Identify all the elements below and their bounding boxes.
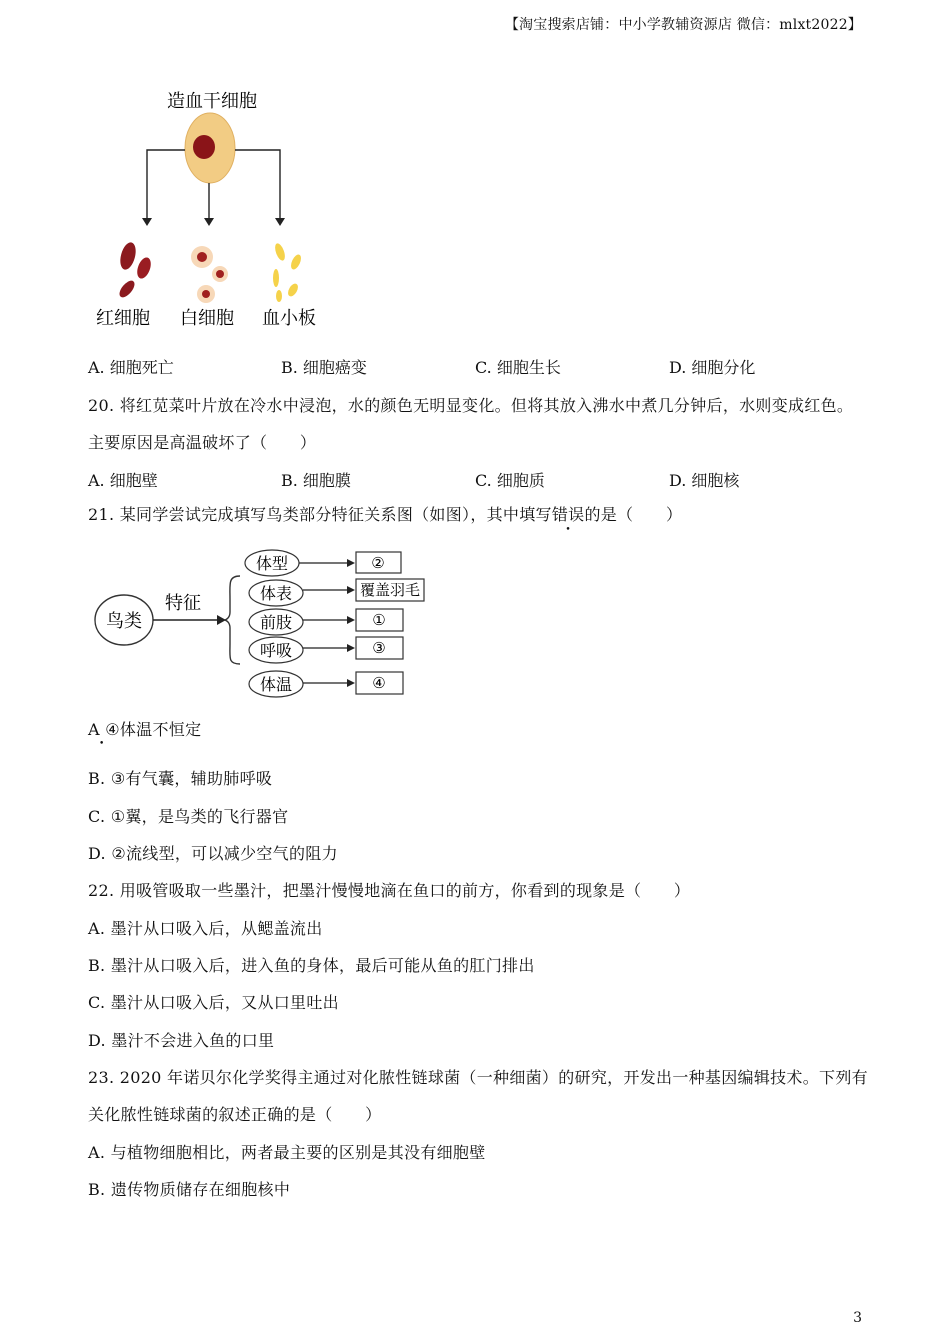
q23-option-b: B. 遗传物质储存在细胞核中	[88, 1180, 291, 1199]
q20-stem-line2: 主要原因是高温破坏了（ ）	[88, 433, 317, 452]
rbc-label: 红细胞	[96, 308, 150, 329]
svg-text:体型: 体型	[255, 554, 289, 573]
q19-option-d: D. 细胞分化	[669, 358, 756, 377]
q23-stem-line2: 关化脓性链球菌的叙述正确的是（ ）	[88, 1105, 382, 1124]
q20-stem-line1: 20. 将红苋菜叶片放在冷水中浸泡，水的颜色无明显变化。但将其放入沸水中煮几分钟后，水则变成红色。	[88, 396, 854, 415]
svg-text:覆盖羽毛: 覆盖羽毛	[359, 581, 421, 599]
feature-row-body-shape	[245, 550, 401, 576]
bird-root-label: 鸟类	[106, 611, 142, 632]
q21-option-c: C. ①翼，是鸟类的飞行器官	[88, 807, 289, 826]
feature-row-body-temperature	[249, 671, 403, 697]
platelets-image	[273, 242, 303, 302]
feature-row-respiration	[249, 637, 403, 663]
svg-text:前肢: 前肢	[259, 613, 293, 632]
q22-option-a: A. 墨汁从口吸入后，从鳃盖流出	[88, 919, 323, 938]
wbc-label: 白细胞	[180, 308, 234, 329]
q20-option-d: D. 细胞核	[669, 471, 740, 490]
q23-option-a: A. 与植物细胞相比，两者最主要的区别是其没有细胞壁	[88, 1143, 486, 1162]
bird-feature-diagram	[90, 544, 430, 702]
platelet-label: 血小板	[262, 308, 316, 329]
svg-text:①: ①	[372, 611, 386, 629]
q22-option-d: D. 墨汁不会进入鱼的口里	[88, 1031, 275, 1050]
svg-text:④: ④	[372, 674, 386, 692]
stem-cell-label: 造血干细胞	[167, 91, 257, 112]
feature-row-forelimbs	[249, 609, 403, 635]
q19-option-a: A. 细胞死亡	[88, 358, 174, 377]
feature-brace	[224, 576, 240, 664]
q21-stem	[88, 502, 682, 525]
q21-stem-pre: 21. 某同学尝试完成填写鸟类部分特征关系图（如图），其中填写	[88, 505, 552, 524]
svg-text:③: ③	[372, 639, 386, 657]
q23-stem-line1: 23. 2020 年诺贝尔化学奖得主通过对化脓性链球菌（一种细菌）的研究，开发出一种基因编辑技术。下列有	[88, 1068, 868, 1087]
red-blood-cells-image	[117, 241, 154, 300]
q19-option-b: B. 细胞癌变	[281, 358, 367, 377]
q20-option-a: A. 细胞壁	[88, 471, 158, 490]
q21-option-d: D. ②流线型，可以减少空气的阻力	[88, 844, 338, 863]
stem-cell-figure	[90, 82, 330, 338]
q22-stem: 22. 用吸管吸取一些墨汁，把墨汁慢慢地滴在鱼口的前方，你看到的现象是（ ）	[88, 881, 691, 900]
option-a-dot-mark: •	[99, 739, 105, 749]
q19-option-c: C. 细胞生长	[475, 358, 561, 377]
q21-stem-emphasis: 错误	[551, 505, 585, 524]
q21-option-b: B. ③有气囊，辅助肺呼吸	[88, 769, 273, 788]
feature-row-body-surface	[249, 579, 424, 606]
feature-arrow-label: 特征	[165, 593, 201, 614]
q20-option-b: B. 细胞膜	[281, 471, 351, 490]
svg-text:②: ②	[371, 554, 385, 572]
svg-text:体表: 体表	[259, 584, 293, 603]
white-blood-cells-image	[191, 246, 228, 303]
page-header: 【淘宝搜索店铺：中小学教辅资源店 微信：mlxt2022】	[504, 17, 862, 33]
svg-text:呼吸: 呼吸	[259, 641, 293, 660]
svg-text:体温: 体温	[259, 675, 293, 694]
q20-option-c: C. 细胞质	[475, 471, 545, 490]
q22-option-c: C. 墨汁从口吸入后，又从口里吐出	[88, 993, 339, 1012]
q21-stem-post: 的是（ ）	[584, 505, 683, 524]
q21-option-a: A ④体温不恒定	[88, 720, 202, 739]
page-number: 3	[853, 1310, 862, 1326]
q22-option-b: B. 墨汁从口吸入后，进入鱼的身体，最后可能从鱼的肛门排出	[88, 956, 535, 975]
